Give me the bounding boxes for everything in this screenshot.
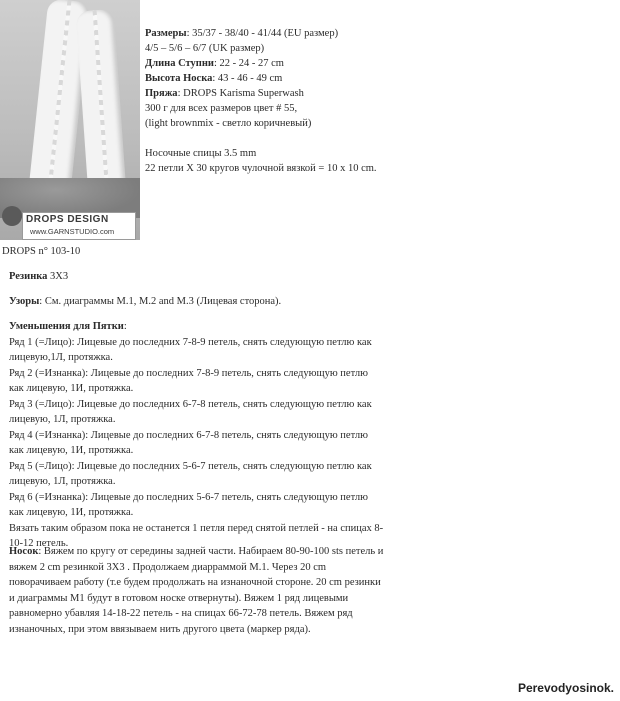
foot-value: : 22 - 24 - 27 cm bbox=[213, 58, 284, 69]
pattern-number: DROPS n° 103-10 bbox=[2, 246, 81, 257]
heel-line: Ряд 3 (=Лицо): Лицевые до последних 6-7-8 петель, снять следующую петлю как bbox=[9, 398, 372, 410]
sizes-uk: 4/5 – 5/6 – 6/7 (UK размер) bbox=[145, 43, 265, 54]
heel-line: Ряд 6 (=Изнанка): Лицевые до последних 5-6-7 петель, снять следующую петлю bbox=[9, 491, 368, 503]
sock-line: вяжем 2 cm резинкой 3Х3 . Продолжаем диарраммой М.1. Через 20 cm bbox=[9, 561, 327, 573]
sizes-label: Размеры bbox=[145, 28, 187, 39]
heel-line: Ряд 1 (=Лицо): Лицевые до последних 7-8-9 петель, снять следующую петлю как bbox=[9, 336, 372, 348]
yarn-color: (light brownmix - светло коричневый) bbox=[145, 118, 312, 129]
sock-label: Носок bbox=[9, 546, 39, 557]
heel-line: Ряд 4 (=Изнанка): Лицевые до последних 6-7-8 петель, снять следующую петлю bbox=[9, 429, 368, 441]
sock-line: равномерно убавляя 14-18-22 петель - на спицах 66-72-78 петель. Вяжем ряд bbox=[9, 608, 353, 619]
product-photo bbox=[0, 0, 140, 240]
heel-line: как лицевую, 1И, протяжка. bbox=[9, 507, 134, 518]
watermark: Perevodyosinok. bbox=[517, 681, 614, 695]
heel-line: 10-12 петель. bbox=[9, 538, 69, 549]
gauge: 22 петли Х 30 кругов чулочной вязкой = 10 х 10 cm. bbox=[145, 163, 377, 174]
height-label: Высота Носка bbox=[145, 73, 213, 84]
sock-line: : Вяжем по кругу от середины задней части. Набираем 80-90-100 sts петель и bbox=[38, 546, 384, 557]
rib-section bbox=[9, 269, 429, 285]
logo-title: DROPS DESIGN bbox=[26, 214, 109, 225]
heel-line: лицевую,1Л, протяжка. bbox=[9, 352, 113, 363]
heel-line: Ряд 2 (=Изнанка): Лицевые до последних 7-8-9 петель, снять следующую петлю bbox=[9, 367, 368, 379]
heel-line: лицевую, 1Л, протяжка. bbox=[9, 414, 116, 425]
patterns-value: : См. диаграммы М.1, М.2 and М.3 (Лицевая сторона). bbox=[39, 296, 282, 307]
foot-label: Длина Ступни bbox=[145, 58, 214, 69]
yarn-label: Пряжа bbox=[145, 88, 178, 99]
yarn-value: : DROPS Karisma Superwash bbox=[177, 88, 304, 99]
sock-right-image bbox=[76, 9, 127, 196]
rib-value: 3Х3 bbox=[47, 271, 69, 282]
sock-line: и диаграммы М1 будут в готовом носке отвернуты). Вяжем 1 ряд лицевыми bbox=[9, 592, 349, 604]
sock-line: поворачиваем работу (т.е будем продолжать на изнаночной стороне. 20 cm резинки bbox=[9, 577, 381, 588]
specs-block bbox=[145, 26, 377, 176]
sizes-value: : 35/37 - 38/40 - 41/44 (EU размер) bbox=[186, 28, 339, 39]
heel-title: Уменьшения для Пятки bbox=[9, 321, 124, 332]
sock-section bbox=[9, 544, 429, 637]
height-value: : 43 - 46 - 49 cm bbox=[212, 73, 283, 84]
heel-line: как лицевую, 1И, протяжка. bbox=[9, 383, 134, 394]
patterns-section bbox=[9, 294, 429, 310]
logo-url: www.GARNSTUDIO.com bbox=[30, 227, 115, 236]
yarn-amount: 300 г для всех размеров цвет # 55, bbox=[145, 103, 298, 114]
heel-line: как лицевую, 1И, протяжка. bbox=[9, 445, 134, 456]
garnstudio-logo-icon bbox=[2, 206, 22, 226]
rib-label: Резинка bbox=[9, 271, 48, 282]
heel-section bbox=[9, 319, 429, 552]
heel-line: лицевую, 1Л, протяжка. bbox=[9, 476, 116, 487]
patterns-label: Узоры bbox=[9, 296, 40, 307]
heel-line: Ряд 5 (=Лицо): Лицевые до последних 5-6-7 петель, снять следующую петлю как bbox=[9, 460, 372, 472]
needles: Носочные спицы 3.5 mm bbox=[145, 148, 257, 159]
sock-line: изнаночных, при этом ввязываем нить другого цвета (маркер ряда). bbox=[9, 623, 311, 635]
heel-line: Вязать таким образом пока не останется 1 петля перед снятой петлей - на спицах 8- bbox=[9, 522, 384, 534]
heel-title-colon: : bbox=[123, 321, 127, 332]
